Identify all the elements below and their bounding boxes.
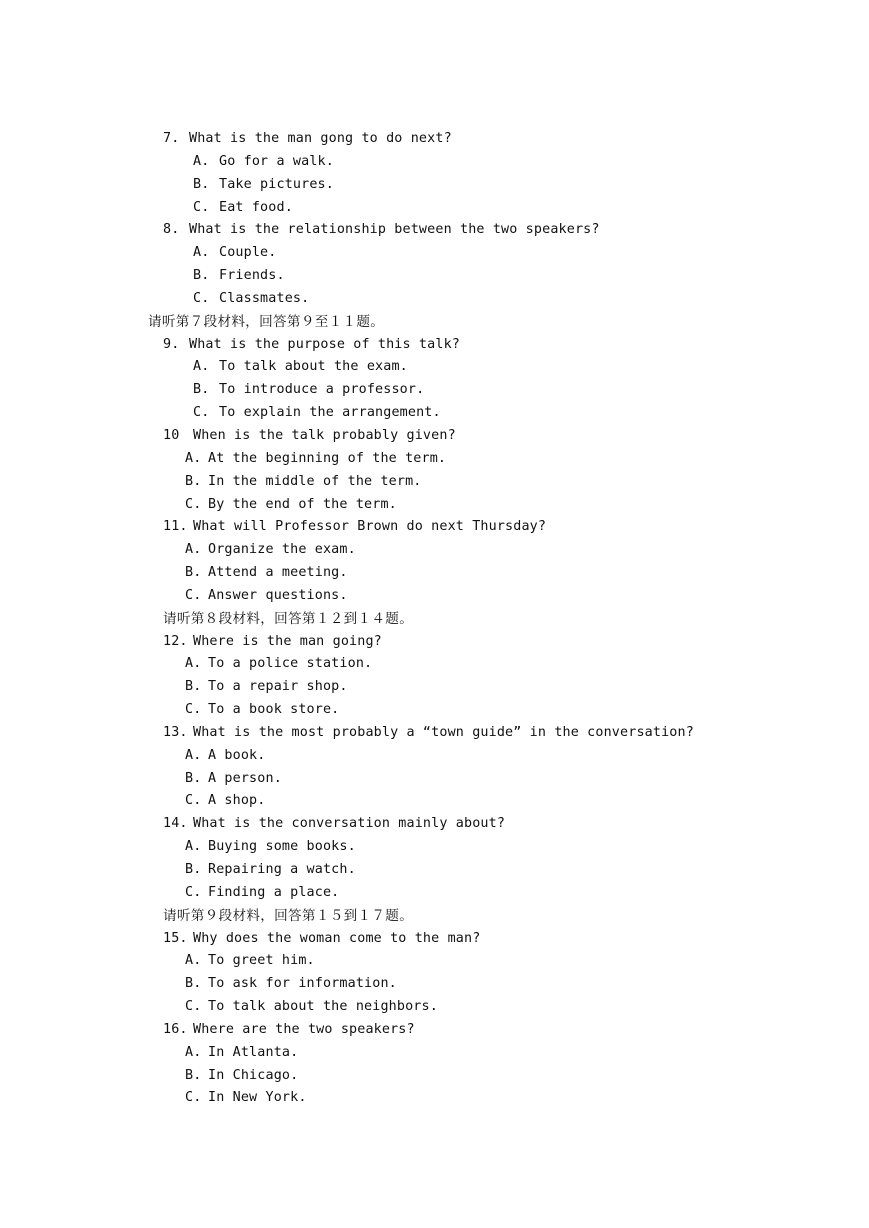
question-12 [0, 631, 869, 654]
option-letter: C. [193, 199, 210, 215]
option-9b [0, 379, 869, 402]
option-10b [0, 471, 869, 494]
option-text: Couple. [219, 245, 277, 261]
question-number: 15. [163, 930, 188, 946]
option-letter: B. [193, 176, 210, 192]
option-8c [0, 288, 869, 311]
option-text: Go for a walk. [219, 153, 334, 169]
option-letter: C. [185, 1090, 202, 1106]
question-14 [0, 813, 869, 836]
option-10a [0, 448, 869, 471]
option-text: Buying some books. [208, 839, 356, 855]
question-number: 16. [163, 1021, 188, 1037]
option-15a [0, 950, 869, 973]
question-number: 9. [163, 336, 180, 352]
option-letter: B. [185, 862, 202, 877]
option-text: In Chicago. [208, 1067, 299, 1083]
question-text: What is the conversation mainly about? [193, 816, 506, 832]
question-number: 8. [163, 222, 180, 238]
question-text: When is the talk probably given? [193, 427, 456, 443]
option-letter: C. [193, 290, 210, 306]
option-14c [0, 882, 869, 905]
option-letter: A. [185, 542, 202, 558]
option-14b [0, 859, 869, 882]
option-text: At the beginning of the term. [208, 450, 447, 466]
question-15 [0, 928, 869, 951]
option-text: Finding a place. [208, 884, 340, 900]
option-text: A book. [208, 747, 266, 763]
question-text: What is the man gong to do next? [189, 131, 452, 146]
option-text: A person. [208, 770, 282, 786]
option-letter: A. [185, 953, 202, 969]
option-letter: B. [185, 565, 202, 581]
option-9c [0, 402, 869, 425]
option-8a [0, 242, 869, 265]
option-letter: A. [193, 359, 210, 375]
option-text: Classmates. [219, 290, 310, 306]
question-text: Where are the two speakers? [193, 1021, 415, 1037]
option-letter: C. [185, 702, 202, 718]
option-text: Take pictures. [219, 176, 334, 192]
option-12b [0, 676, 869, 699]
option-text: To talk about the exam. [219, 359, 408, 375]
option-letter: A. [185, 656, 202, 672]
option-7a [0, 151, 869, 174]
option-7c [0, 197, 869, 220]
question-number: 11. [163, 519, 188, 535]
option-letter: C. [185, 884, 202, 900]
option-letter: A. [193, 245, 210, 261]
option-letter: C. [185, 587, 202, 603]
question-text: Where is the man going? [193, 633, 382, 649]
option-text: In New York. [208, 1090, 307, 1106]
question-number: 13. [163, 724, 188, 740]
option-text: To ask for information. [208, 976, 397, 992]
question-13 [0, 722, 869, 745]
option-letter: B. [185, 473, 202, 489]
option-8b [0, 265, 869, 288]
question-text: Why does the woman come to the man? [193, 930, 481, 946]
option-letter: C. [185, 793, 202, 809]
question-text: What is the purpose of this talk? [189, 336, 460, 352]
option-text: To a repair shop. [208, 679, 348, 695]
question-text: What will Professor Brown do next Thursday? [193, 519, 547, 535]
question-8 [0, 219, 869, 242]
question-number: 10 [163, 427, 180, 443]
option-text: Attend a meeting. [208, 565, 348, 581]
option-text: To a police station. [208, 656, 373, 672]
section-heading-8: 请听第８段材料，回答第１２到１４题。 [163, 610, 414, 627]
question-text: What is the most probably a “town guide” in the conversation? [193, 724, 694, 740]
option-11b [0, 562, 869, 585]
option-12a [0, 653, 869, 676]
question-9 [0, 334, 869, 357]
option-letter: B. [185, 976, 202, 992]
option-text: To explain the arrangement. [219, 405, 441, 421]
option-letter: B. [185, 770, 202, 786]
option-text: In the middle of the term. [208, 473, 422, 489]
option-text: By the end of the term. [208, 496, 397, 512]
option-14a [0, 836, 869, 859]
option-11c [0, 585, 869, 608]
option-text: To talk about the neighbors. [208, 999, 438, 1015]
option-letter: C. [185, 999, 202, 1015]
option-11a [0, 539, 869, 562]
option-16c [0, 1087, 869, 1110]
question-text: What is the relationship between the two speakers? [189, 222, 600, 238]
option-12c [0, 699, 869, 722]
option-text: Answer questions. [208, 587, 348, 603]
option-13c [0, 790, 869, 813]
option-13b [0, 768, 869, 791]
option-letter: A. [185, 747, 202, 763]
question-16 [0, 1019, 869, 1042]
option-letter: B. [193, 382, 210, 398]
option-letter: B. [185, 679, 202, 695]
option-letter: B. [185, 1067, 202, 1083]
question-number: 14. [163, 816, 188, 832]
question-11 [0, 516, 869, 539]
option-16b [0, 1065, 869, 1088]
option-text: Eat food. [219, 199, 293, 215]
option-10c [0, 494, 869, 517]
section-heading-7: 请听第７段材料，回答第９至１１题。 [148, 313, 385, 330]
option-letter: A. [193, 153, 210, 169]
option-15c [0, 996, 869, 1019]
question-number: 7. [163, 131, 180, 146]
option-7b [0, 174, 869, 197]
option-text: To a book store. [208, 702, 340, 718]
section-heading-9: 请听第９段材料，回答第１５到１７题。 [163, 907, 414, 924]
option-text: Friends. [219, 268, 285, 284]
option-letter: A. [185, 1044, 202, 1060]
question-7 [0, 128, 869, 151]
option-13a [0, 745, 869, 768]
option-9a [0, 356, 869, 379]
option-text: Organize the exam. [208, 542, 356, 558]
option-letter: B. [193, 268, 210, 284]
option-16a [0, 1042, 869, 1065]
option-15b [0, 973, 869, 996]
question-10 [0, 425, 869, 448]
option-text: In Atlanta. [208, 1044, 299, 1060]
option-letter: A. [185, 450, 202, 466]
option-letter: C. [193, 405, 210, 421]
option-letter: C. [185, 496, 202, 512]
option-letter: A. [185, 839, 202, 855]
option-text: Repairing a watch. [208, 862, 356, 877]
option-text: To greet him. [208, 953, 315, 969]
option-text: A shop. [208, 793, 266, 809]
worksheet [0, 128, 869, 1110]
question-number: 12. [163, 633, 188, 649]
option-text: To introduce a professor. [219, 382, 425, 398]
